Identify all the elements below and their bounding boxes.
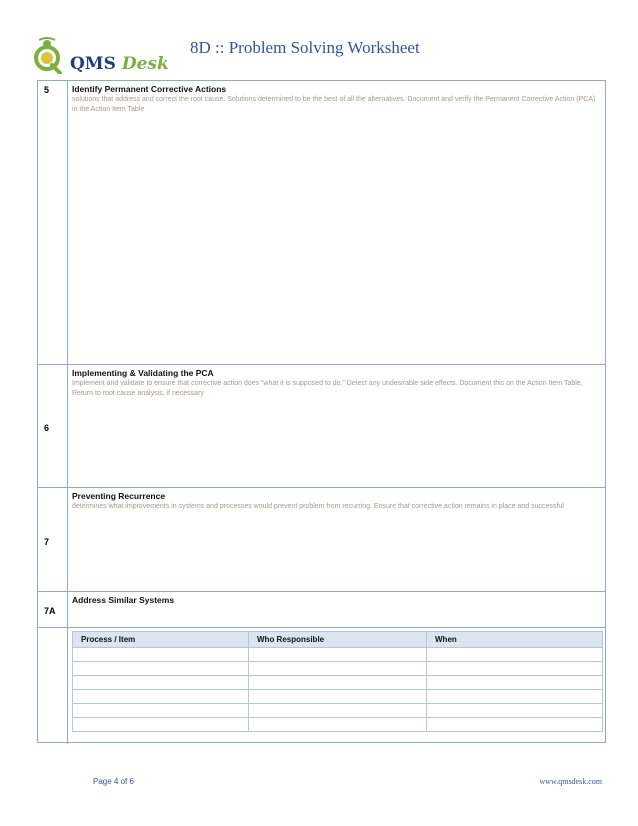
table-cell[interactable] <box>249 704 427 718</box>
section-number-cell <box>38 628 68 744</box>
table-cell[interactable] <box>249 718 427 732</box>
section-row-6 <box>38 365 605 488</box>
table-cell[interactable] <box>73 676 249 690</box>
section-row-7 <box>38 488 605 592</box>
logo-text <box>70 54 169 74</box>
table-cell[interactable] <box>249 690 427 704</box>
column-header-who-responsible: Who Responsible <box>249 632 427 648</box>
section-number-cell <box>38 488 68 591</box>
column-header-when: When <box>427 632 603 648</box>
table-cell[interactable] <box>73 718 249 732</box>
table-row <box>73 676 603 690</box>
section-description: solutions that address and correct the root cause. Solutions determined to be the best of all the alternatives. Document and verify the Permanent Corrective Action (PCA) in the Action Item Table <box>72 96 596 113</box>
table-cell[interactable] <box>73 690 249 704</box>
logo-q-icon <box>30 36 64 74</box>
section-content <box>72 595 597 606</box>
table-row <box>73 648 603 662</box>
table-cell[interactable] <box>249 648 427 662</box>
table-cell[interactable] <box>427 704 603 718</box>
section-title: Preventing Recurrence <box>72 491 166 501</box>
worksheet-frame <box>37 80 606 743</box>
section-content <box>72 368 597 398</box>
table-cell[interactable] <box>427 690 603 704</box>
section-number: 7 <box>44 537 50 547</box>
table-cell[interactable] <box>427 662 603 676</box>
section-row-5 <box>38 81 605 365</box>
section-title: Identify Permanent Corrective Actions <box>72 84 227 94</box>
section-description: determines what improvements in systems and processes would prevent problem from recurring. Ensure that corrective action remains in place and successful <box>72 503 564 510</box>
table-cell[interactable] <box>73 704 249 718</box>
section-description: Implement and validate to ensure that corrective action does “what it is supposed to do.” Detect any undesirable side effects. Document this on the Action Item Table. Return to root cause analysis, if necessary <box>72 380 583 397</box>
section-content <box>72 491 597 512</box>
table-cell[interactable] <box>249 662 427 676</box>
section-title: Implementing & Validating the PCA <box>72 368 214 378</box>
section-number: 6 <box>44 423 50 433</box>
section-number: 5 <box>44 85 50 95</box>
table-row <box>73 718 603 732</box>
footer-url-link[interactable]: www.qmsdesk.com <box>539 777 602 786</box>
document-title: 8D :: Problem Solving Worksheet <box>190 38 420 57</box>
table-cell[interactable] <box>427 676 603 690</box>
section-number-cell <box>38 81 68 364</box>
table-cell[interactable] <box>427 718 603 732</box>
qms-desk-logo <box>30 36 180 76</box>
section-number-cell <box>38 592 68 627</box>
section-row-7a <box>38 592 605 628</box>
action-item-table <box>72 631 603 732</box>
table-header-row <box>73 632 603 648</box>
column-header-process-item: Process / Item <box>73 632 249 648</box>
section-content <box>72 84 597 114</box>
logo-text-secondary: Desk <box>121 54 169 74</box>
table-row <box>73 690 603 704</box>
table-cell[interactable] <box>427 648 603 662</box>
table-cell[interactable] <box>249 676 427 690</box>
table-row <box>73 662 603 676</box>
section-number: 7A <box>44 606 56 616</box>
logo-text-primary: QMS <box>70 54 116 74</box>
table-cell[interactable] <box>73 662 249 676</box>
table-row <box>73 704 603 718</box>
table-cell[interactable] <box>73 648 249 662</box>
section-title: Address Similar Systems <box>72 595 175 605</box>
page-number: Page 4 of 6 <box>93 777 134 786</box>
section-number-cell <box>38 365 68 487</box>
